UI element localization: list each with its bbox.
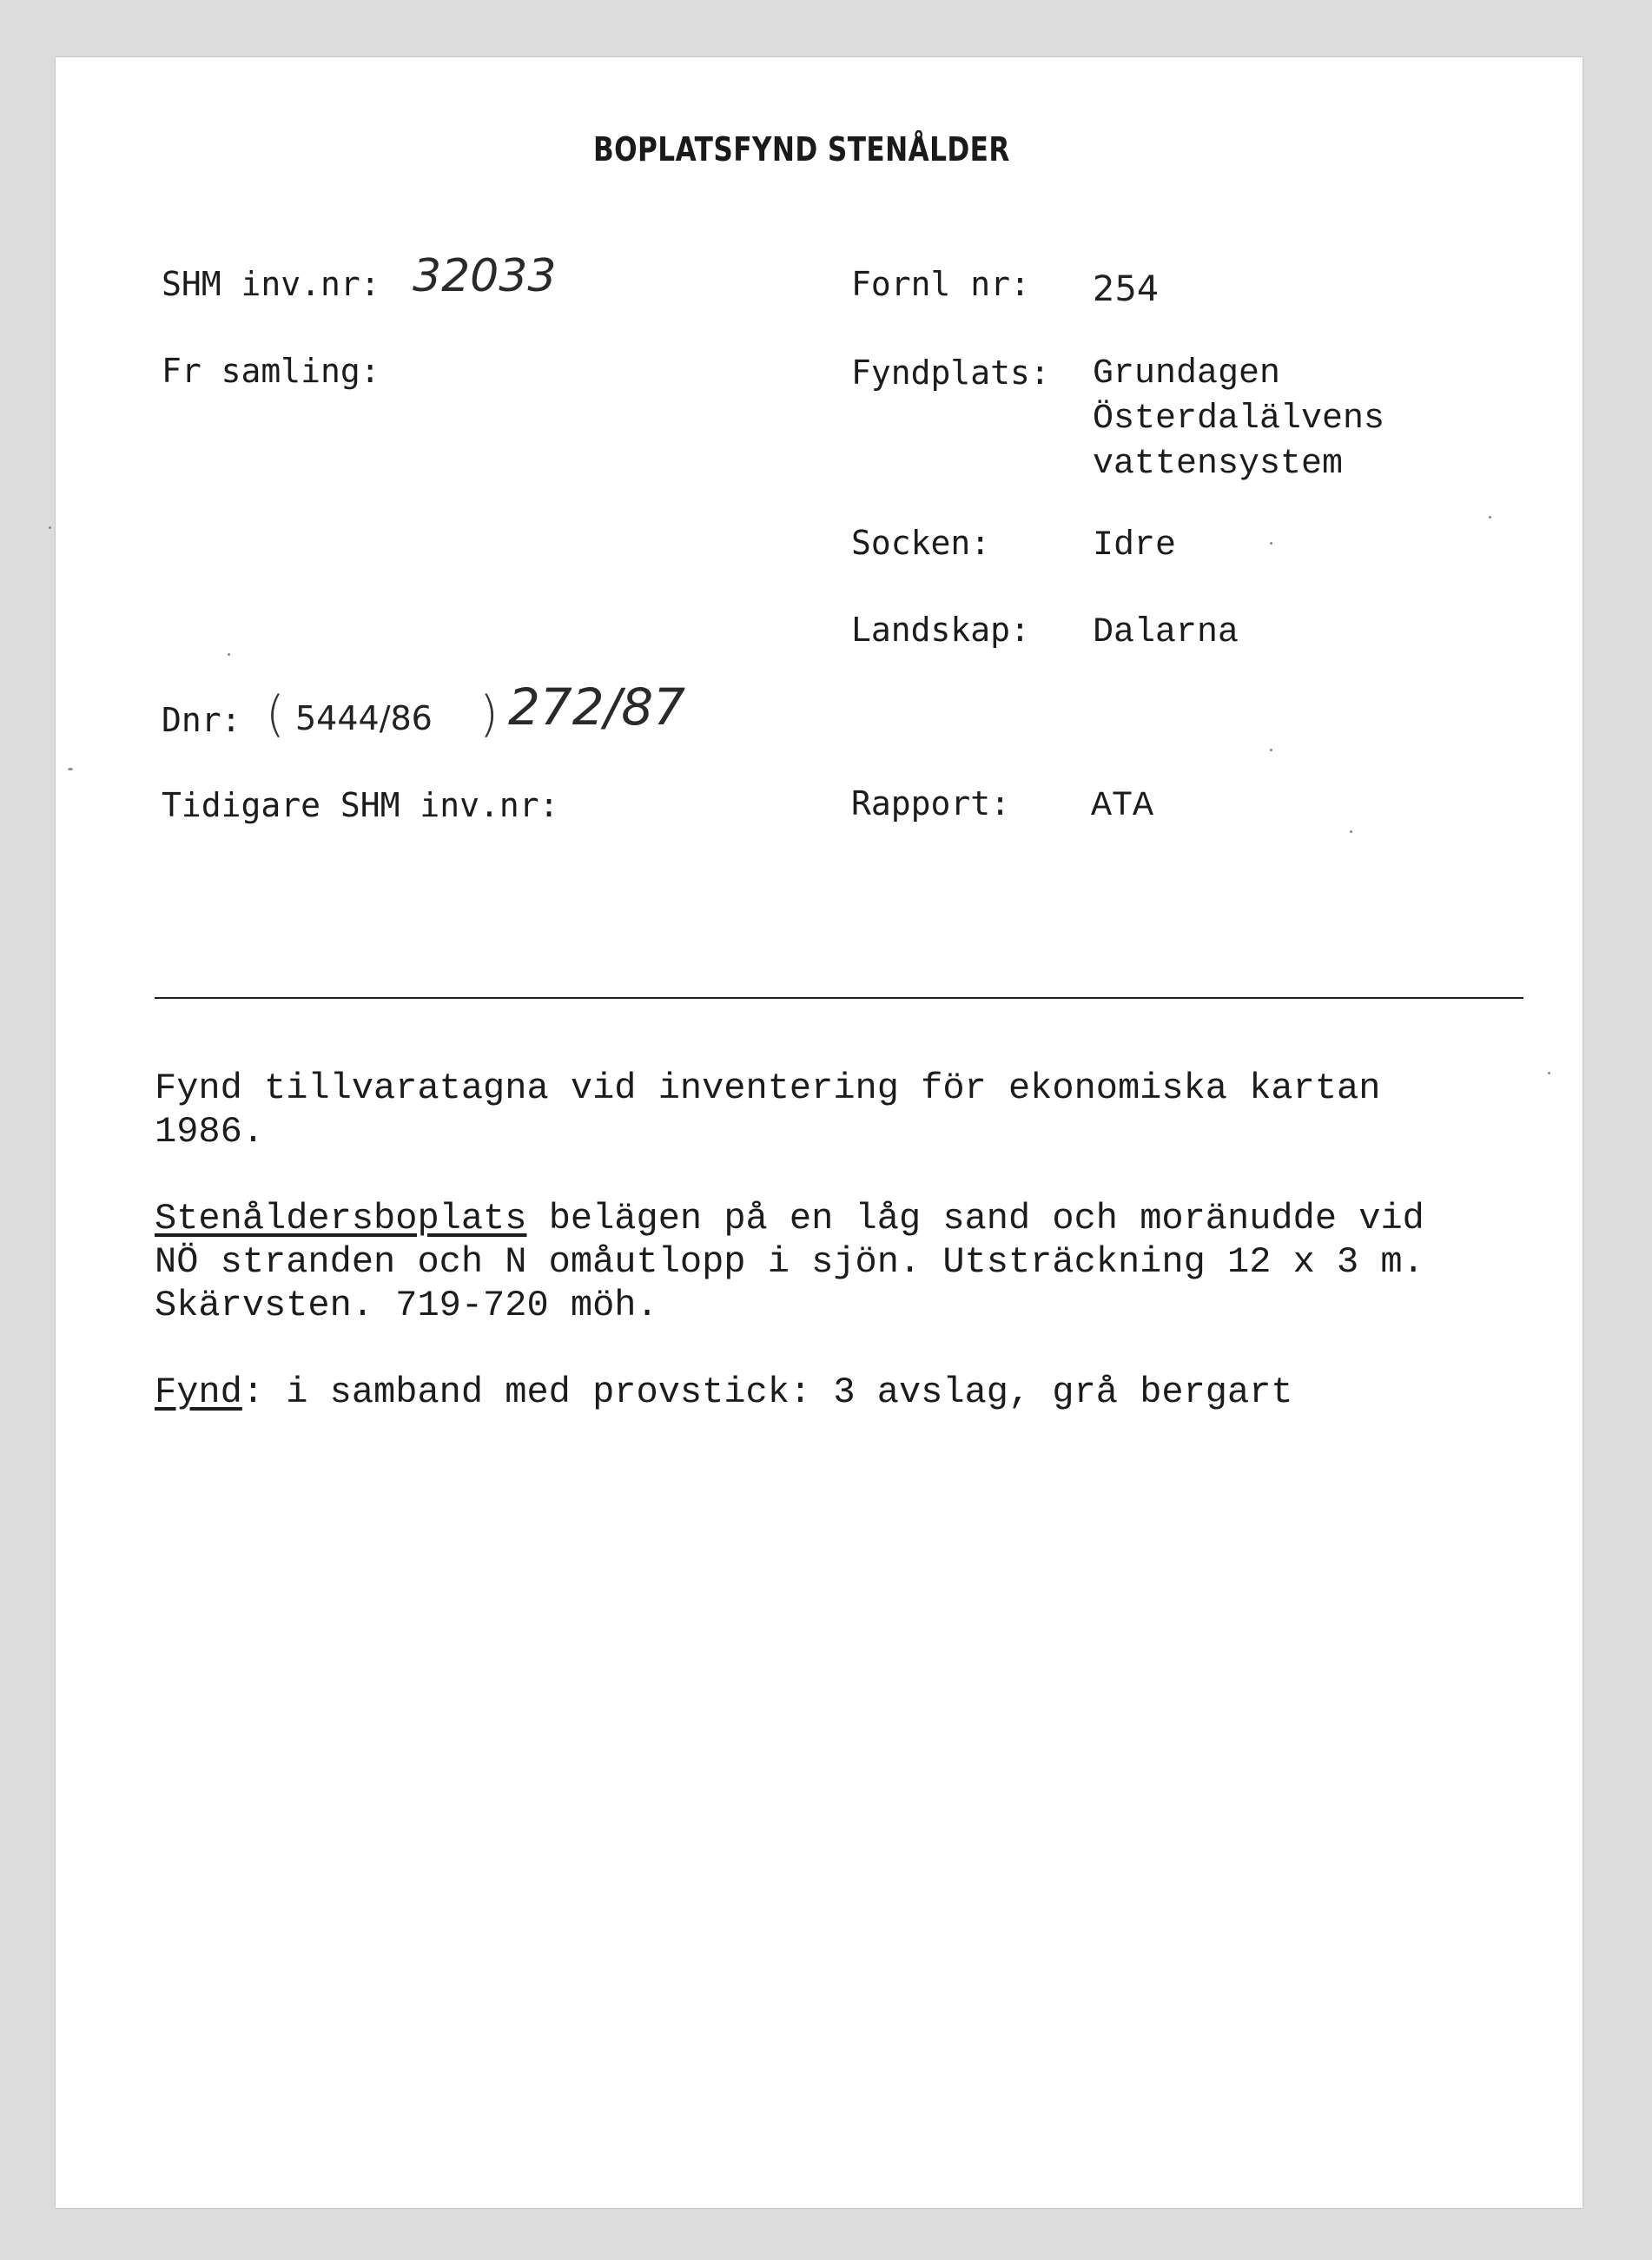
rapport-label: Rapport: <box>851 784 1011 823</box>
dnr-stamp-value: 5444/86 <box>295 699 433 737</box>
dnr-handwritten-value: 272/87 <box>508 677 686 737</box>
socken-label: Socken: <box>851 524 991 562</box>
body-paragraph-2-line-3: Skärvsten. 719-720 möh. <box>155 1285 658 1326</box>
landskap-value: Dalarna <box>1093 613 1239 652</box>
scan-speck <box>68 768 73 770</box>
scan-speck <box>228 653 230 656</box>
scan-speck <box>1270 749 1272 751</box>
fyndplats-label: Fyndplats: <box>851 354 1050 392</box>
body-paragraph-1-line-1: Fynd tillvaratagna vid inventering för ekonomiska kartan <box>155 1067 1381 1109</box>
shm-inv-value: 32033 <box>413 250 557 302</box>
scan-speck <box>1489 516 1491 519</box>
card-title: BOPLATSFYND STENÅLDER <box>593 130 1010 169</box>
divider-line <box>155 997 1523 999</box>
fornl-nr-value: 254 <box>1093 269 1160 309</box>
scan-speck <box>1350 830 1352 833</box>
scan-speck <box>49 526 51 529</box>
tidigare-shm-label: Tidigare SHM inv.nr: <box>162 786 559 824</box>
finds-description: : i samband med provstick: 3 avslag, grå bergart <box>241 1371 1293 1413</box>
site-type-underlined: Stenåldersboplats <box>155 1198 527 1239</box>
fyndplats-line-2: Österdalälvens <box>1093 400 1385 439</box>
shm-inv-label: SHM inv.nr: <box>162 265 380 303</box>
scan-speck <box>1270 542 1272 545</box>
rapport-value: ATA <box>1091 787 1154 826</box>
fornl-nr-label: Fornl nr: <box>851 265 1030 303</box>
landskap-label: Landskap: <box>851 611 1030 649</box>
finds-label-underlined: Fynd <box>155 1371 242 1413</box>
body-paragraph-2-line-2: NÖ stranden och N omåutlopp i sjön. Utsträckning 12 x 3 m. <box>155 1241 1424 1283</box>
fr-samling-label: Fr samling: <box>162 352 380 390</box>
socken-value: Idre <box>1093 526 1177 565</box>
body-paragraph-2-line-1 <box>155 1197 1424 1240</box>
scan-speck <box>1548 1072 1550 1074</box>
dnr-stamp-close-paren: ) <box>479 686 499 743</box>
fyndplats-line-1: Grundagen <box>1093 354 1281 393</box>
body-paragraph-3 <box>155 1371 1293 1414</box>
site-description-rest: belägen på en låg sand och moränudde vid <box>526 1198 1424 1239</box>
dnr-stamp-open-paren: ( <box>266 686 285 743</box>
fyndplats-line-3: vattensystem <box>1093 445 1344 484</box>
body-paragraph-1-line-2: 1986. <box>155 1111 265 1153</box>
dnr-label: Dnr: <box>162 701 241 739</box>
